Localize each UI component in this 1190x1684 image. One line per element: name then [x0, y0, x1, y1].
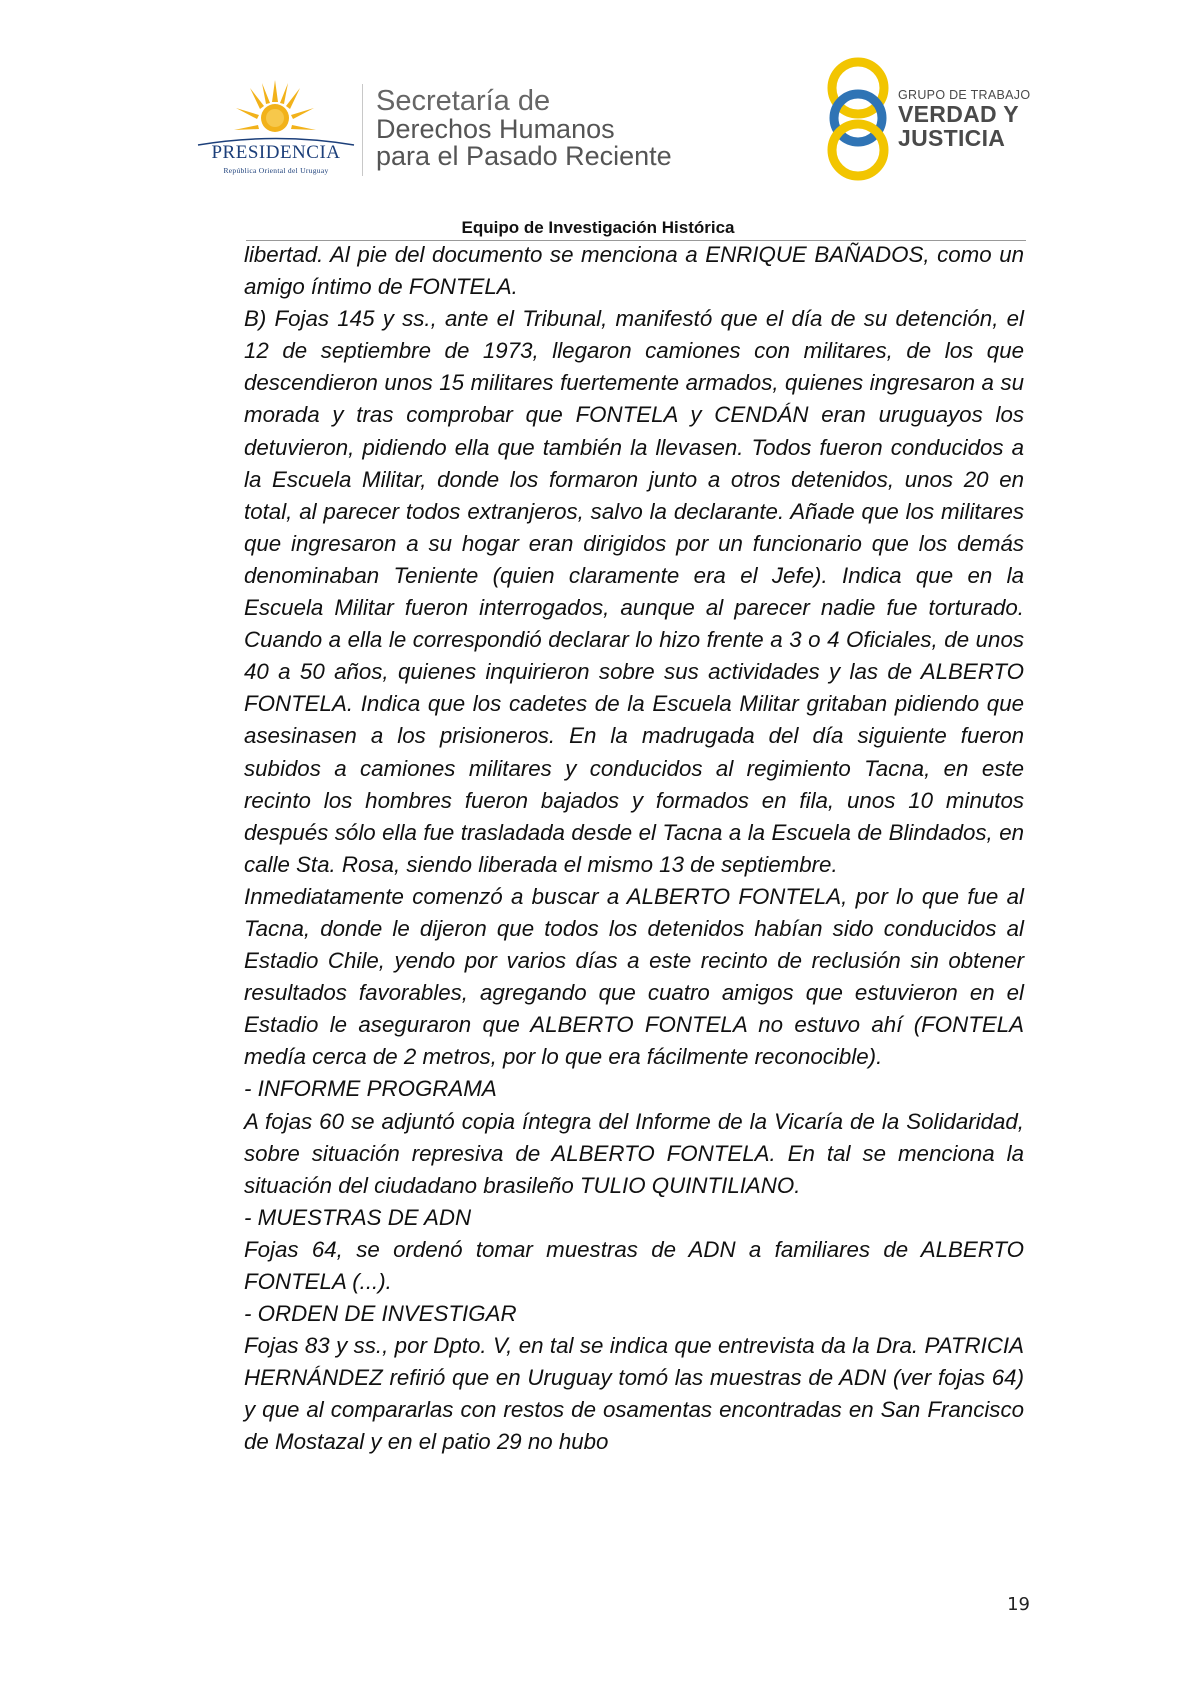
page-number: 19	[1007, 1594, 1030, 1615]
presidencia-title: PRESIDENCIA	[211, 142, 341, 163]
grupo-trabajo-logo-text	[898, 88, 1038, 150]
document-body	[244, 239, 1024, 1459]
paragraph: Fojas 64, se ordenó tomar muestras de ADN a familiares de ALBERTO FONTELA (...).	[244, 1236, 1024, 1294]
presidencia-logo	[196, 78, 356, 178]
grupo-line-2: VERDAD Y	[898, 101, 1019, 127]
team-title: Equipo de Investigación Histórica	[461, 218, 735, 237]
page-header	[0, 0, 1190, 237]
secretaria-logo-text	[376, 86, 716, 170]
rings-icon	[822, 54, 894, 182]
paragraph: A fojas 60 se adjuntó copia íntegra del Informe de la Vicaría de la Solidaridad, sobre situación represiva de ALBERTO FONTELA. En tal se menciona la situación del ciudadano brasileño TULIO QUINTILIANO.	[244, 1108, 1024, 1198]
secretaria-line-2: Derechos Humanos	[376, 114, 615, 144]
secretaria-line-3: para el Pasado Reciente	[376, 141, 672, 171]
grupo-line-3: JUSTICIA	[898, 125, 1006, 151]
paragraph: Inmediatamente comenzó a buscar a ALBERTO FONTELA, por lo que fue al Tacna, donde le dijeron que todos los detenidos habían sido conducidos al Estadio Chile, yendo por varios días a este recinto de reclusión sin obtener resultados favorables, agregando que cuatro amigos que estuvieron en el Estadio le aseguraron que ALBERTO FONTELA no estuvo ahí (FONTELA medía cerca de 2 metros, por lo que era fácilmente reconocible).	[244, 883, 1024, 1070]
section-heading: - ORDEN DE INVESTIGAR	[244, 1301, 517, 1327]
paragraph: Fojas 83 y ss., por Dpto. V, en tal se indica que entrevista da la Dra. PATRICIA HERNÁNDEZ refirió que en Uruguay tomó las muestras de ADN (ver fojas 64) y que al compararlas con restos de osamentas encontradas en San Francisco de Mostazal y en el patio 29 no hubo	[244, 1333, 1024, 1455]
paragraph: B) Fojas 145 y ss., ante el Tribunal, manifestó que el día de su detención, el 12 de septiembre de 1973, llegaron camiones con militares, de los que descendieron unos 15 militares fuertemente armados, quienes ingresaron a su morada y tras comprobar que FONTELA y CENDÁN eran uruguayos los detuvieron, pidiendo ella que también la llevasen. Todos fueron conducidos a la Escuela Militar, donde los formaron junto a otros detenidos, unos 20 en total, al parecer todos extranjeros, salvo la declarante. Añade que los militares que ingresaron a su hogar eran dirigidos por un funcionario que los demás denominaban Teniente (quien claramente era el Jefe). Indica que en la Escuela Militar fueron interrogados, aunque al parecer nadie fue torturado. Cuando a ella le correspondió declarar lo hizo frente a 3 o 4 Oficiales, de unos 40 a 50 años, quienes inquirieron sobre sus actividades y las de ALBERTO FONTELA. Indica que los cadetes de la Escuela Militar gritaban pidiendo que asesinasen a los prisioneros. En la madrugada del día siguiente fueron subidos a camiones militares y conducidos al regimiento Tacna, en este recinto los hombres fueron bajados y formados en fila, unos 10 minutos después sólo ella fue trasladada desde el Tacna a la Escuela de Blindados, en calle Sta. Rosa, siendo liberada el mismo 13 de septiembre.	[244, 306, 1024, 877]
section-heading: - INFORME PROGRAMA	[244, 1076, 497, 1102]
logo-divider	[362, 84, 363, 176]
section-heading: - MUESTRAS DE ADN	[244, 1204, 472, 1230]
paragraph: libertad. Al pie del documento se menciona a ENRIQUE BAÑADOS, como un amigo íntimo de FONTELA.	[244, 242, 1024, 300]
presidencia-subtitle: República Oriental del Uruguay	[223, 166, 329, 175]
grupo-line-1: GRUPO DE TRABAJO	[898, 88, 1031, 102]
secretaria-line-1: Secretaría de	[376, 85, 551, 117]
